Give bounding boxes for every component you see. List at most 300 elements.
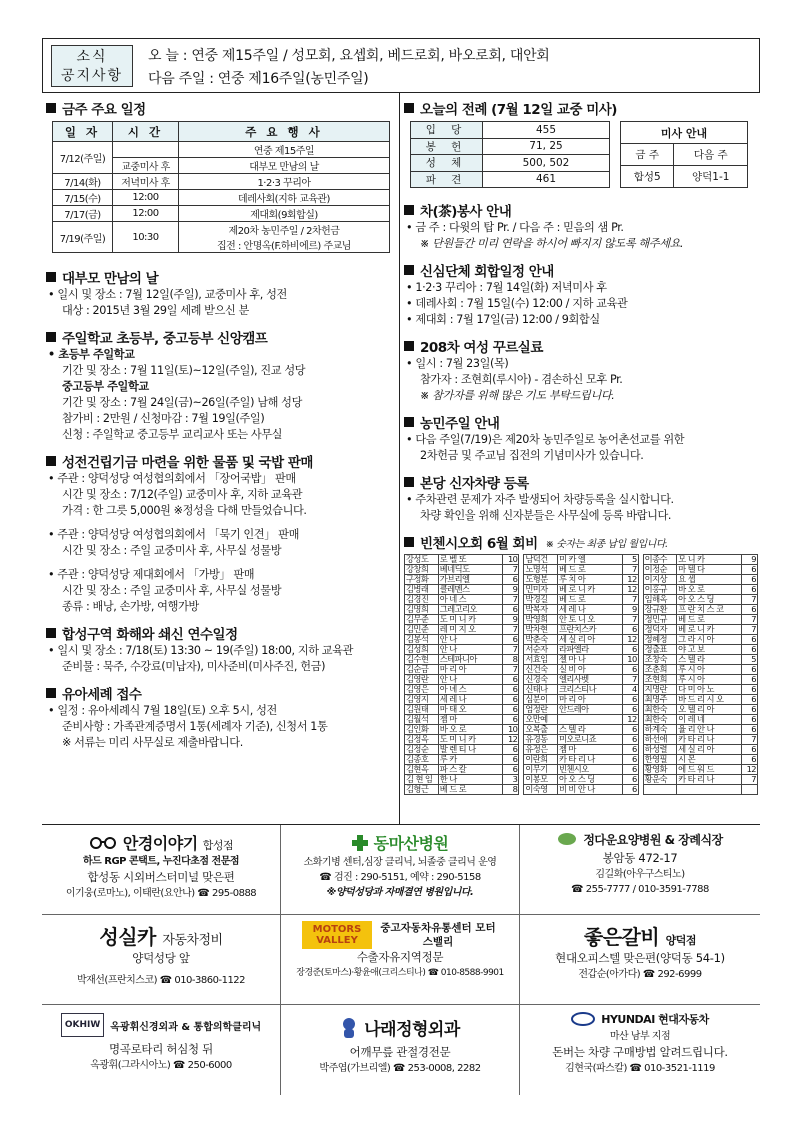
dues-cell: 하계숙 <box>643 725 677 735</box>
dues-cell: 7 <box>742 735 758 745</box>
dues-cell: 6 <box>622 765 638 775</box>
dues-cell: 6 <box>503 705 519 715</box>
mass-guide-table: 미사 안내 금 주 다음 주 합성5 양덕1-1 <box>620 121 748 188</box>
dues-cell: 도형분 <box>524 575 558 585</box>
dues-row <box>643 635 757 645</box>
dues-cell: 김원태 <box>405 705 439 715</box>
dues-row <box>405 755 519 765</box>
dues-cell: 12 <box>503 735 519 745</box>
notice-next-week: 다음 주일 : 연중 제16주일(농민주일) <box>148 71 369 87</box>
bullet-square-icon <box>404 537 414 547</box>
dues-cell: 임해옥 <box>643 595 677 605</box>
dues-row <box>643 575 757 585</box>
dues-cell: 6 <box>503 605 519 615</box>
dues-cell: 6 <box>622 735 638 745</box>
dues-cell: 12 <box>622 635 638 645</box>
dues-cell: 도 미 니 카 <box>438 615 503 625</box>
dues-cell: 클레멘스 <box>438 585 503 595</box>
dues-row <box>524 715 638 725</box>
dues-cell: 6 <box>503 765 519 775</box>
dues-cell: 엘리사벳 <box>557 675 622 685</box>
section-farmers-title: 농민주일 안내 <box>404 412 758 432</box>
section-meetings-title: 신심단체 회합일정 안내 <box>404 260 758 280</box>
dues-cell: 12 <box>622 585 638 595</box>
dues-cell: 크리스티나 <box>557 685 622 695</box>
dues-row <box>524 725 638 735</box>
dues-row <box>405 705 519 715</box>
hyundai-logo-icon <box>571 1012 595 1029</box>
dues-cell: 야 고 보 <box>677 645 742 655</box>
dues-row <box>405 585 519 595</box>
dues-row <box>405 665 519 675</box>
dues-row <box>405 645 519 655</box>
dues-cell: 7 <box>503 645 519 655</box>
dues-cell: 9 <box>503 615 519 625</box>
dues-cell: 마 리 아 <box>557 695 622 705</box>
ad-nursing-hospital[interactable]: 정다운요양병원 & 장례식장 봉암동 472-17 김길화(아우구스티노) ☎ 255-7777 / 010-3591-7788 <box>520 825 760 915</box>
dues-cell: 6 <box>742 695 758 705</box>
dues-cell: 박경길 <box>524 595 558 605</box>
dues-row <box>524 555 638 565</box>
dues-cell: 비 비 안 나 <box>557 785 622 795</box>
dues-cell: 이숙영 <box>524 785 558 795</box>
dues-row <box>405 595 519 605</box>
dues-row <box>643 625 757 635</box>
dues-cell: 실 비 아 <box>557 665 622 675</box>
dues-cell: 신태나 <box>524 685 558 695</box>
dues-cell: 베 로 니 카 <box>677 625 742 635</box>
dues-row <box>405 615 519 625</box>
dues-cell: 바 드 리 시 오 <box>677 695 742 705</box>
dues-cell: 김종호 <box>405 755 439 765</box>
bullet-square-icon <box>404 477 414 487</box>
dues-row <box>405 655 519 665</box>
dues-row <box>524 625 638 635</box>
dues-cell: 이란희 <box>524 755 558 765</box>
dues-cell: 하선애 <box>643 735 677 745</box>
dues-cell: 안 나 <box>438 645 503 655</box>
okhiw-logo: OKHIW <box>61 1013 104 1037</box>
dues-cell: 6 <box>742 605 758 615</box>
dues-row <box>643 655 757 665</box>
dues-cell: 신건숙 <box>524 665 558 675</box>
dues-cell: 김정옥 <box>405 735 439 745</box>
dues-cell: 6 <box>622 775 638 785</box>
dues-row <box>524 745 638 755</box>
dues-cell: 6 <box>742 645 758 655</box>
dues-table-1 <box>404 554 519 795</box>
dues-cell: 7 <box>503 625 519 635</box>
dues-cell: 프란치스카 <box>557 625 622 635</box>
dues-cell: 10 <box>622 655 638 665</box>
dues-cell: 6 <box>622 695 638 705</box>
bullet-square-icon <box>404 417 414 427</box>
dues-cell: 유정은 <box>524 745 558 755</box>
ad-optician[interactable]: 안경이야기 합성점 하드 RGP 콘택트, 누진다초점 전문점 합성동 시외버스터미널 맞은편 이기웅(로마노), 이태란(요안나) ☎ 295-0888 <box>42 825 281 915</box>
dues-cell: 오복출 <box>524 725 558 735</box>
dues-row <box>405 555 519 565</box>
section-retreat-title: 합성구역 화해와 쇄신 연수일정 <box>46 623 396 643</box>
section-godparent-title: 대부모 만남의 날 <box>46 267 396 287</box>
dues-cell: 심분이 <box>524 695 558 705</box>
left-column: 금주 주요 일정 일 자 시 간 주 요 행 사 7/12(주일) 연중 제15주일 교중미사 후 대부모 만남의 날 7/14(화) 저녁미사 후 1·2·3 꾸리아 7/15(수) 12:00 데레사회(지하 교육관) 7/17(금) 12:00 제대회(9회합실) 7/19(주일) 10:30 제20차 농민주일 / 2차헌금 집전 : 안명옥(F.하비에르) 주교님 대부모 만남의 날 • 일시 및 장소 : 7월 12일(주일), 교중미사 후, 성전 대상 : 2015년 3월 29일 세례 받으신 분 주일학교 초등부, 중고등부 신앙캠프 • 초등부 주일학교 기간 및 장소 : 7월 11일(토)~12일(주일), 진교 성당 중고등부 주일학교 기간 및 장소 : 7월 24일(금)~26일(주일) 남해 성당 참가비 : 2만원 / 신청마감 : 7월 19일(주일) 신청 : 주일학교 중고등부 교리교사 또는 사무실 성전건립기금 마련을 위한 물품 및 국밥 판매 • 주관 : 양덕성당 여성협의회에서 「장어국밥」 판매 시간 및 장소 : 7/12(주일) 교중미사 후, 지하 교육관 가격 : 한 그릇 5,000원 ※정성을 다해 만들었습니다. • 주관 : 양덕성당 여성협의회에서 「묵기 인견」 판매 시간 및 장소 : 주일 교중미사 후, 사무실 성물방 • 주관 : 양덕성당 제대회에서 「가방」 판매 시간 및 장소 : 주일 교중미사 후, 사무실 성물방 종류 : 배낭, 손가방, 여행가방 합성구역 화해와 쇄신 연수일정 • 일시 및 장소 : 7/18(토) 13:30 ~ 19(주일) 18:00, 지하 교육관 준비물 : 묵주, 수강료(미납자), 미사준비(미사주진, 헌금) 유아세례 접수 • 일정 : 유아세례식 7월 18일(토) 오후 5시, 성전 준비사항 : 가족관계증명서 1통(세례자 기준), 신청서 1통 ※ 서류는 미리 사무실로 제출바랍니다. <box>46 96 396 824</box>
dues-cell: 노명석 <box>524 565 558 575</box>
dues-cell: 4 <box>622 685 638 695</box>
dues-cell: 바 오 로 <box>677 585 742 595</box>
dues-cell: 스 텔 라 <box>557 725 622 735</box>
dues-cell: 정출표 <box>643 645 677 655</box>
dues-cell: 장규환 <box>643 605 677 615</box>
dues-cell: 7 <box>622 565 638 575</box>
dues-cell: 5 <box>622 555 638 565</box>
dues-cell: 황운숙 <box>643 775 677 785</box>
bullet-square-icon <box>46 103 56 113</box>
dues-row <box>405 765 519 775</box>
dues-cell: 루 시 아 <box>677 665 742 675</box>
dues-cell: 세 레 나 <box>438 695 503 705</box>
dues-row <box>405 745 519 755</box>
dues-cell: 6 <box>622 645 638 655</box>
dues-row <box>524 785 638 795</box>
notice-today: 오 늘 : 연중 제15주일 / 성모회, 요셉회, 베드로회, 바오로회, 대안회 <box>148 48 550 64</box>
dues-cell: 6 <box>503 695 519 705</box>
dues-cell: 6 <box>742 675 758 685</box>
dues-cell: 7 <box>503 565 519 575</box>
dues-cell: 루 치 아 <box>557 575 622 585</box>
dues-cell <box>643 785 677 795</box>
dues-cell: 세 레 나 <box>557 605 622 615</box>
glasses-icon <box>89 835 117 854</box>
section-dues-title: 빈첸시오회 6월 회비 ※ 숫자는 최종 납입 월입니다. <box>404 532 758 552</box>
ads-section <box>42 824 760 1096</box>
dues-row <box>524 595 638 605</box>
section-camp-title: 주일학교 초등부, 중고등부 신앙캠프 <box>46 327 396 347</box>
dues-row <box>524 765 638 775</box>
dues-cell: 6 <box>503 575 519 585</box>
dues-cell: 5 <box>742 655 758 665</box>
bullet-square-icon <box>404 103 414 113</box>
notice-box <box>42 38 760 93</box>
dues-cell: 미오로니죠 <box>557 735 622 745</box>
dues-row <box>643 675 757 685</box>
leaf-logo-icon <box>557 831 577 850</box>
dues-cell: 한영필 <box>643 755 677 765</box>
section-liturgy-title: 오늘의 전례 (7월 12일 교중 미사) <box>404 98 758 118</box>
mascot-icon <box>340 1017 358 1044</box>
ad-hospital[interactable]: 동마산병원 소화기병 센터,심장 클리닉, 뇌졸중 클리닉 운영 ☎ 검진 : 290-5151, 예약 : 290-5158 ※양덕성당과 자매결연 병원입니다. <box>281 825 520 915</box>
dues-cell: 그 라 시 아 <box>677 635 742 645</box>
dues-cell: 황영화 <box>643 765 677 775</box>
bullet-square-icon <box>404 205 414 215</box>
dues-cell <box>742 785 758 795</box>
dues-cell: 12 <box>622 715 638 725</box>
dues-row <box>643 735 757 745</box>
dues-row <box>405 695 519 705</box>
dues-row <box>643 685 757 695</box>
dues-cell: 김현옥 <box>405 765 439 775</box>
ad-hyundai[interactable]: HYUNDAI 현대자동차 마산 남부 지점 돈버는 차량 구매방법 알려드립니다. 김현국(파스칼) ☎ 010-3521-1119 <box>552 1013 728 1074</box>
dues-cell: 6 <box>742 745 758 755</box>
dues-row <box>643 745 757 755</box>
dues-row <box>524 605 638 615</box>
dues-cell: 카 타 리 나 <box>677 735 742 745</box>
dues-cell: 조현희 <box>643 675 677 685</box>
dues-cell: 박복자 <box>524 605 558 615</box>
dues-cell: 김봉석 <box>405 635 439 645</box>
dues-cell: 이봉모 <box>524 775 558 785</box>
dues-cell: 스 텔 라 <box>677 655 742 665</box>
dues-row <box>524 705 638 715</box>
dues-cell <box>677 785 742 795</box>
dues-cell: 김 현 임 <box>405 775 439 785</box>
dues-cell: 레 미 지 오 <box>438 625 503 635</box>
dues-row <box>524 615 638 625</box>
dues-cell: 7 <box>622 675 638 685</box>
dues-cell: 마 태 오 <box>438 705 503 715</box>
dues-cell: 6 <box>742 565 758 575</box>
dues-cell: 6 <box>503 635 519 645</box>
dues-row <box>405 775 519 785</box>
dues-cell: 지명란 <box>643 685 677 695</box>
dues-cell: 카 타 리 나 <box>557 755 622 765</box>
dues-cell: 6 <box>742 755 758 765</box>
dues-cell: 10 <box>503 555 519 565</box>
dues-row <box>524 735 638 745</box>
dues-cell <box>557 715 622 725</box>
dues-cell: 박춘숙 <box>524 635 558 645</box>
bullet-square-icon <box>46 688 56 698</box>
dues-row <box>643 585 757 595</box>
dues-row <box>643 665 757 675</box>
dues-cell: 베 드 로 <box>557 595 622 605</box>
dues-cell: 6 <box>742 715 758 725</box>
section-cursillo-title: 208차 여성 꾸르실료 <box>404 336 758 356</box>
dues-cell: 3 <box>503 775 519 785</box>
dues-cell: 이종수 <box>643 555 677 565</box>
dues-cell: 9 <box>622 605 638 615</box>
section-parking-title: 본당 신자차량 등록 <box>404 472 758 492</box>
dues-cell: 6 <box>622 745 638 755</box>
bullet-square-icon <box>46 628 56 638</box>
dues-row <box>643 725 757 735</box>
dues-cell: 강성도 <box>405 555 439 565</box>
dues-cell: 엄정란 <box>524 705 558 715</box>
dues-row <box>643 705 757 715</box>
dues-cell: 신경숙 <box>524 675 558 685</box>
dues-cell: 젬 마 <box>438 715 503 725</box>
dues-cell: 베 드 로 <box>557 565 622 575</box>
dues-cell: 6 <box>622 665 638 675</box>
dues-cell: 강창희 <box>405 565 439 575</box>
dues-row <box>524 675 638 685</box>
dues-cell: 하성렬 <box>643 745 677 755</box>
dues-cell: 마 리 아 <box>438 665 503 675</box>
dues-cell: 그레고리오 <box>438 605 503 615</box>
dues-row <box>405 675 519 685</box>
dues-cell: 최한숙 <box>643 705 677 715</box>
dues-cell: 6 <box>742 635 758 645</box>
dues-cell: 6 <box>503 675 519 685</box>
dues-cell: 베 로 니 카 <box>557 585 622 595</box>
dues-row <box>643 755 757 765</box>
dues-cell: 10 <box>503 725 519 735</box>
dues-cell: 6 <box>742 575 758 585</box>
ad-neurosurgery[interactable]: OKHIW 옥광휘신경외과 & 통합의학클리닉 명곡로타리 허심청 뒤 옥광휘(그라시아노) ☎ 250-6000 <box>42 1005 281 1095</box>
dues-cell: 안 토 니 오 <box>557 615 622 625</box>
section-schedule-title: 금주 주요 일정 <box>46 98 396 118</box>
dues-table-2 <box>523 554 638 795</box>
dues-row <box>405 735 519 745</box>
dues-cell: 6 <box>622 785 638 795</box>
dues-row <box>524 565 638 575</box>
dues-cell: 8 <box>503 655 519 665</box>
dues-cell: 파 스 칼 <box>438 765 503 775</box>
ad-orthopedics[interactable]: 나래정형외과 어깨무릎 관절경전문 박주엽(가브리엘) ☎ 253-0008, 2282 <box>281 1005 520 1095</box>
dues-cell: 민미자 <box>524 585 558 595</box>
dues-cell: 세 실 리 아 <box>677 745 742 755</box>
dues-row <box>643 605 757 615</box>
dues-cell: 오만예 <box>524 715 558 725</box>
ad-car-repair[interactable]: 성실카 자동차정비 양덕성당 앞 박재선(프란치스코) ☎ 010-3860-1122 <box>42 915 281 1005</box>
dues-row <box>643 555 757 565</box>
dues-cell: 스테파니아 <box>438 655 503 665</box>
dues-row <box>524 775 638 785</box>
dues-cell: 김수현 <box>405 655 439 665</box>
dues-cell: 한 나 <box>438 775 503 785</box>
dues-cell: 요 셉 <box>677 575 742 585</box>
dues-cell: 빈첸시오 <box>557 765 622 775</box>
dues-cell: 오 텔 리 아 <box>677 705 742 715</box>
dues-row <box>524 685 638 695</box>
dues-cell: 7 <box>503 665 519 675</box>
dues-cell: 서효임 <box>524 655 558 665</box>
dues-cell: 조춘희 <box>643 665 677 675</box>
dues-cell: 이무기 <box>524 765 558 775</box>
dues-cell: 율 리 안 나 <box>677 725 742 735</box>
dues-row <box>405 605 519 615</box>
dues-row <box>405 785 519 795</box>
dues-cell: 7 <box>503 595 519 605</box>
dues-cell: 7 <box>622 595 638 605</box>
dues-row <box>524 575 638 585</box>
dues-cell: 6 <box>622 625 638 635</box>
dues-cell: 9 <box>503 585 519 595</box>
dues-cell: 루 시 아 <box>677 675 742 685</box>
dues-cell: 박영희 <box>524 615 558 625</box>
ad-motors-valley[interactable]: MOTORS VALLEY 중고자동차유통센터 모터스밸리 수출자유지역정문 장경준(토마스)·황윤애(크리스티나) ☎ 010-8588-9901 <box>281 915 520 1005</box>
dues-cell: 프 란 치 스 코 <box>677 605 742 615</box>
dues-cell: 안 나 <box>438 675 503 685</box>
dues-cell: 김무준 <box>405 615 439 625</box>
dues-cell: 김순금 <box>405 665 439 675</box>
dues-cell: 김병래 <box>405 585 439 595</box>
bullet-square-icon <box>46 456 56 466</box>
dues-cell: 에 드 워 드 <box>677 765 742 775</box>
dues-cell: 발 렌 티 나 <box>438 745 503 755</box>
bullet-square-icon <box>404 341 414 351</box>
dues-cell: 12 <box>742 765 758 775</box>
dues-cell: 베 드 로 <box>677 615 742 625</box>
dues-table-3 <box>643 554 758 795</box>
dues-cell: 정혜정 <box>643 635 677 645</box>
dues-cell: 6 <box>742 585 758 595</box>
dues-cell: 젤 마 나 <box>557 655 622 665</box>
medical-cross-icon <box>352 835 368 855</box>
dues-cell: 12 <box>622 575 638 585</box>
dues-cell: 라파엘라 <box>557 645 622 655</box>
dues-row <box>643 785 757 795</box>
dues-cell: 김형근 <box>405 785 439 795</box>
dues-row <box>524 635 638 645</box>
dues-cell: 베네딕도 <box>438 565 503 575</box>
dues-row <box>643 715 757 725</box>
dues-row <box>643 695 757 705</box>
dues-row <box>405 635 519 645</box>
dues-cell: 7 <box>742 595 758 605</box>
dues-cell: 가브리엘 <box>438 575 503 585</box>
dues-row <box>643 645 757 655</box>
dues-cell: 안 나 <box>438 635 503 645</box>
dues-cell: 이 레 네 <box>677 715 742 725</box>
dues-row <box>405 625 519 635</box>
dues-cell: 마 텔 다 <box>677 565 742 575</box>
dues-cell: 김경진 <box>405 595 439 605</box>
dues-cell: 7 <box>742 625 758 635</box>
bullet-square-icon <box>404 265 414 275</box>
dues-cell: 유경동 <box>524 735 558 745</box>
dues-cell: 이정순 <box>643 565 677 575</box>
dues-cell: 젬 마 <box>557 745 622 755</box>
dues-cell: 아 네 스 <box>438 595 503 605</box>
dues-cell: 김인화 <box>405 725 439 735</box>
dues-row <box>643 595 757 605</box>
dues-cell: 6 <box>622 755 638 765</box>
dues-cell: 남덕건 <box>524 555 558 565</box>
dues-cell: 시 몬 <box>677 755 742 765</box>
dues-row <box>524 755 638 765</box>
dues-cell: 김정순 <box>405 745 439 755</box>
dues-row <box>405 565 519 575</box>
dues-cell: 세 실 리 아 <box>557 635 622 645</box>
dues-cell: 아 녜 스 <box>438 685 503 695</box>
dues-cell: 카 타 리 나 <box>677 775 742 785</box>
dues-cell: 6 <box>742 705 758 715</box>
dues-cell: 7 <box>742 775 758 785</box>
dues-row <box>524 665 638 675</box>
dues-row <box>405 715 519 725</box>
schedule-table: 일 자 시 간 주 요 행 사 7/12(주일) 연중 제15주일 교중미사 후 대부모 만남의 날 7/14(화) 저녁미사 후 1·2·3 꾸리아 7/15(수) 12:00 데레사회(지하 교육관) 7/17(금) 12:00 제대회(9회합실) 7/19(주일) 10:30 제20차 농민주일 / 2차헌금 집전 : 안명옥(F.하비에르) 주교님 <box>52 121 390 253</box>
motors-valley-logo: MOTORS VALLEY <box>302 921 372 949</box>
right-column: 오늘의 전례 (7월 12일 교중 미사) 입 당 455 봉 헌 71, 25 성 체 500, 502 파 견 461 미사 안내 금 주 다음 주 합성5 양덕1-1 차(茶)봉사 안내 • 금 주 : 다윗의 탑 Pr. / 다음 주 : 믿음의 샘 Pr. ※ 단원들간 미리 연락을 하시어 빠지지 않도록 해주세요. 신심단체 회합일정 안내 • 1·2·3 꾸리아 : 7월 14일(화) 저녁미사 후 • 데레사회 : 7월 15일(수) 12:00 / 지하 교육관 • 제대회 : 7월 17일(금) 12:00 / 9회합실 208차 여성 꾸르실료 • 일시 : 7월 23일(목) 참가자 : 조현희(루시아) - 겸손하신 모후 Pr. ※ 참가자를 위해 많은 기도 부탁드립니다. 농민주일 안내 • 다음 주일(7/19)은 제20차 농민주일로 농어촌선교를 위한 2차헌금 및 주교님 집전의 기념미사가 있습니다. 본당 신자차량 등록 • 주차관련 문제가 자주 발생되어 차량등록을 실시합니다. 차량 확인을 위해 신자분들은 사무실에 등록 바랍니다. 빈첸시오회 6월 회비 ※ 숫자는 최종 납입 월입니다. 강성도 로 벨 또 10 강창희 베네딕도 7 구정화 가브리엘 6 김병래 클레멘스 9 김경진 아 네 스 7 김명희 그레고리오 6 김무준 도 미 니 카 9 김민준 레 미 지 오 7 김봉석 안 나 6 김성희 안 나 7 김수현 스테파니아 8 김순금 마 리 아 7 김영란 안 나 6 김영은 아 녜 스 6 김영지 세 레 나 6 김원태 마 태 오 6 김월석 젬 마 6 김인화 바 오 로 10 김정옥 도 미 니 카 12 김정순 발 렌 티 나 6 김종호 루 카 6 김현옥 파 스 칼 6 김 현 임 한 나 3 김형근 베 드 로 8 남덕건 미 카 엘 5 노명석 베 드 로 7 도형분 루 치 아 12 민미자 베 로 니 카 12 박경길 베 드 로 7 박복자 세 레 나 9 박영희 안 토 니 오 7 박차현 프란치스카 6 박춘숙 세 실 리 아 12 서순자 라파엘라 6 서효임 젤 마 나 10 신건숙 실 비 아 6 신경숙 엘리사벳 7 신태나 크리스티나 4 심분이 마 리 아 6 엄정란 안드레아 6 오만예 12 오복출 스 텔 라 6 유경동 미오로니죠 6 유정은 젬 마 6 이란희 카 타 리 나 6 이무기 빈첸시오 6 이봉모 아 오 스 딩 6 이숙영 비 비 안 나 6 이종수 모 니 카 9 이정순 마 텔 다 6 이지상 요 셉 6 이홍규 바 오 로 6 임해옥 아 오 스 딩 7 장규환 프 란 치 스 코 6 정민규 베 드 로 7 정덕자 베 로 니 카 7 정혜정 그 라 시 아 6 정출표 야 고 보 6 조창숙 스 텔 라 5 조춘희 루 시 아 6 조현희 루 시 아 6 지명란 다 미 아 노 6 최명주 바 드 리 시 오 6 최한숙 오 텔 리 아 6 최한숙 이 레 네 6 하계숙 율 리 안 나 6 하선애 카 타 리 나 7 하성렬 세 실 리 아 6 한영필 시 몬 6 황영화 에 드 워 드 12 황운숙 카 타 리 나 7 <box>404 96 758 824</box>
dues-row <box>524 655 638 665</box>
dues-cell: 최한숙 <box>643 715 677 725</box>
dues-row <box>643 615 757 625</box>
dues-cell: 루 카 <box>438 755 503 765</box>
dues-row <box>524 645 638 655</box>
dues-cell: 7 <box>742 615 758 625</box>
dues-cell: 김민준 <box>405 625 439 635</box>
dues-cell: 미 카 엘 <box>557 555 622 565</box>
column-divider <box>399 93 400 824</box>
dues-cell: 로 벨 또 <box>438 555 503 565</box>
dues-row <box>524 695 638 705</box>
dues-row <box>643 565 757 575</box>
ad-galbi-restaurant[interactable]: 좋은갈비 양덕점 현대오피스텔 맞은편(양덕동 54-1) 전갑순(아가다) ☎ 292-6999 <box>520 915 760 1005</box>
dues-cell: 모 니 카 <box>677 555 742 565</box>
dues-row <box>524 585 638 595</box>
dues-row <box>643 775 757 785</box>
dues-cell: 이지상 <box>643 575 677 585</box>
